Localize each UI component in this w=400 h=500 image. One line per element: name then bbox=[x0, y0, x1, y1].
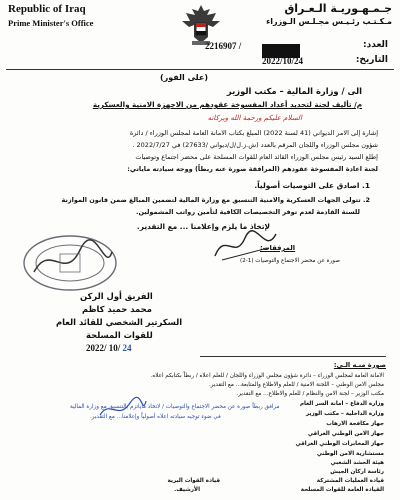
cc-heading: صورة منـه الـى: bbox=[333, 361, 386, 369]
cc-item: الأرشيف. bbox=[174, 487, 200, 493]
cc-note-line2: في ضوء توجيه سيادته اعلاه أصولياً وإعلامنا... مع التقدير. bbox=[90, 414, 221, 420]
office-en: Prime Minister's Office bbox=[8, 18, 94, 28]
item-1: 1. اصادق على التوصيات أصولياً. bbox=[254, 181, 370, 190]
official-stamp bbox=[20, 232, 120, 294]
subject-line: م/ تأليف لجنة لتحديد أعداد المفسوخة عقودهم من الاجهزة الامنية والعسكرية bbox=[92, 100, 362, 109]
number-label: العدد: bbox=[363, 40, 388, 50]
cc-item: وزارة الدفاع – امانة السر العام bbox=[299, 401, 384, 407]
para1-line4: لجنة اعادة المفسوخة عقودهم (المرافقة صورة عنه ربطاً) ووجه سيادته ماياتي: bbox=[127, 165, 378, 173]
blue-ink-mark bbox=[96, 395, 148, 423]
signer-title-1: السكرتير الشخصي للقائد العام bbox=[56, 317, 183, 327]
signature-date bbox=[86, 343, 132, 353]
cc-item: قيادة العمليات المشتركة bbox=[316, 478, 384, 484]
signature-date-day: 24 bbox=[122, 343, 132, 353]
para1-line1: إشارة إلى الامر الديواني (41 لسنة 2022) المبلغ بكتاب الامانة العامة لمجلس الوزراء / دائرة bbox=[129, 129, 378, 137]
cc-item: رئاسة اركان الجيش bbox=[330, 469, 384, 475]
signer-rank: الفريق أول الركن bbox=[80, 291, 153, 301]
para1-line2: شؤون مجلس الوزراء واللجان المرقم بالعدد (ش.ز.ل/ل/ديواني /27633) في 2022/7/27 . bbox=[132, 141, 378, 149]
cc-item: جهاز مكافحة الارهاب bbox=[326, 421, 384, 427]
cc-item: جهاز المخابرات الوطني العراقي bbox=[295, 441, 384, 447]
item-2-line1: 2. تتولى الجهات العسكرية والامنية التنسيق مع وزارة المالية لتضمين المبالغ ضمن قانون الموازنة bbox=[61, 196, 370, 204]
footer-divider bbox=[200, 356, 386, 357]
number-value: 2216907 / bbox=[205, 41, 242, 51]
cc-item: مكتب الوزير – لجنة الامن والنظام / للعلم والاطلاع... مع التقدير. bbox=[236, 391, 384, 397]
cc-item: الامانة العامة لمجلس الوزراء – دائرة شؤون مجلس الوزراء واللجان / للعلم اعلاه / ربطاً بكتابكم اعلاه. bbox=[150, 373, 384, 379]
office-ar: مـكـتـب رئـيـس مجـلـس الـوزراء bbox=[266, 17, 392, 26]
signer-name: محمد حميد كاظم bbox=[82, 304, 152, 314]
signer-title-2: للقوات المسلحة bbox=[86, 330, 153, 340]
signature-date-prefix: 2022/ 10/ bbox=[86, 343, 121, 353]
greeting: السلام عليكم ورحمة الله وبركاته bbox=[207, 114, 302, 122]
para1-line3: إطلع السيد رئيس مجلس الوزراء القائد العام للقوات المسلحة على محضر اجتماع وتوصيات bbox=[135, 153, 378, 161]
attachments-label: المرفقات: bbox=[260, 244, 296, 252]
country-en: Republic of Iraq bbox=[8, 3, 86, 15]
recipient-line: الى / وزارة المالية – مكتب الوزير bbox=[226, 86, 362, 96]
date-label: التاريخ: bbox=[355, 55, 388, 65]
closing-line: لإتخاذ ما يلزم وإعلامنا ... مع التقدير. bbox=[136, 222, 270, 231]
cc-note-line1: مرافق ربطاً صورة عن محضر الاجتماع والتوصيات / لاتخاذ ماياتزم بالتنسيق مع وزارة المالية bbox=[70, 404, 280, 410]
cc-item: مجلس الامن الوطني – اللجنة الامنية / للعلم والاطلاع والمتابعة... مع التقدير. bbox=[209, 382, 384, 388]
cc-item: وزارة الداخلية – مكتب الوزير bbox=[305, 411, 384, 417]
cc-item: مستشارية الامن الوطني bbox=[316, 451, 384, 457]
date-value: 2022/10/24 bbox=[262, 56, 304, 66]
attachment-1: صورة عن محضر الاجتماع والتوصيات (1-2) bbox=[240, 258, 340, 264]
header-divider bbox=[6, 69, 394, 70]
item-2-line2: للسنة القادمة لعدم توفر التخصيصات الكافية لتأمين رواتب المشمولين. bbox=[135, 208, 360, 216]
cc-item: قيادة القوات البرية bbox=[167, 478, 220, 484]
country-ar: جـمـهـوريـة الـعـراق bbox=[284, 2, 392, 15]
urgent-label: (على الفور) bbox=[160, 73, 209, 82]
cc-item: جهاز الامن الوطني العراقي bbox=[307, 431, 384, 437]
cc-item: هيئة الحشد الشعبي bbox=[330, 460, 384, 466]
cc-item: القيادة العامة للقوات المسلحة bbox=[300, 487, 384, 493]
